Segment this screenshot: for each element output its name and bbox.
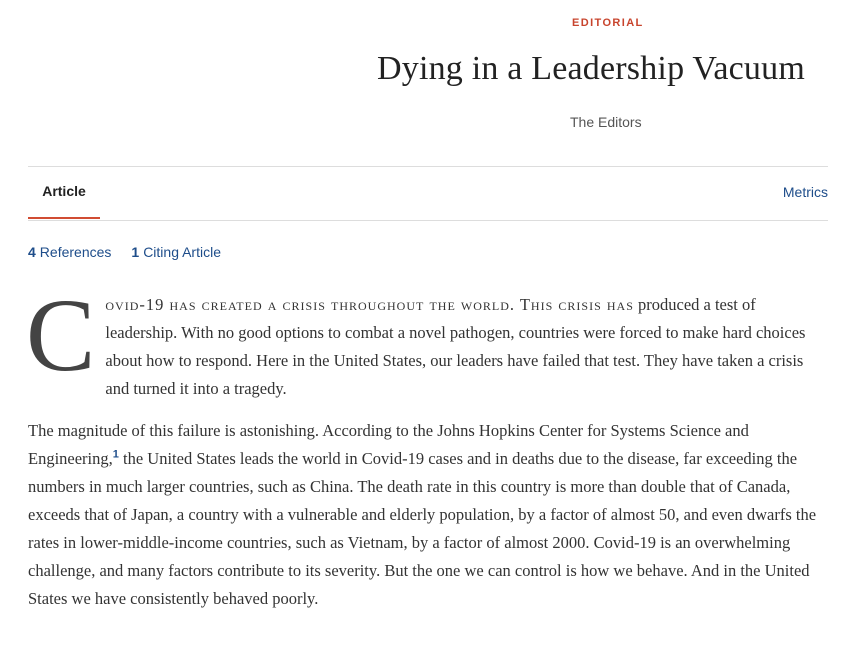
references-link[interactable] (28, 244, 111, 260)
tabs-divider (28, 220, 828, 221)
tab-metrics[interactable]: Metrics (782, 184, 828, 200)
citing-articles-link[interactable] (131, 244, 221, 260)
article-author[interactable]: The Editors (570, 114, 642, 130)
tab-article-label: Article (42, 182, 86, 199)
top-divider (28, 166, 828, 167)
paragraph-1 (26, 278, 818, 403)
drop-cap: C (26, 278, 96, 393)
section-label: EDITORIAL (572, 17, 644, 29)
paragraph-1-text: produced a test of leadership. With no good options to combat a novel pathogen, countries were forced to make hard choices about how to respond. Here in the United States, our leaders have failed that test. They have taken a crisis and turned it into a tragedy. (105, 295, 806, 398)
lead-in-smallcaps: ovid-19 has created a crisis throughout the world. This crisis has (105, 295, 634, 314)
paragraph-2 (28, 417, 818, 613)
paragraph-2-text-a: The magnitude of this failure is astonishing. According to the Johns Hopkins Center for Systems Science and Engineering, (28, 421, 749, 468)
references-count: 4 (28, 244, 36, 260)
tab-article[interactable] (28, 174, 100, 219)
footnote-ref-1[interactable]: 1 (112, 448, 119, 461)
citing-count: 1 (131, 244, 140, 260)
article-links (28, 244, 221, 260)
article-body (26, 278, 818, 627)
article-title: Dying in a Leadership Vacuum (377, 50, 805, 87)
references-label: References (39, 244, 112, 260)
paragraph-2-text-b: the United States leads the world in Covid-19 cases and in deaths due to the disease, far exceeding the numbers in much larger countries, such as China. The death rate in this country is more than double that of Canada, exceeds that of Japan, a country with a vulnerable and elderly population, by a factor of almost 50, and even dwarfs the rates in lower-middle-income countries, such as Vietnam, by a factor of almost 2000. Covid-19 is an overwhelming challenge, and many factors contribute to its severity. But the one we can control is how we behave. And in the United States we have consistently behaved poorly. (28, 449, 817, 608)
citing-label: Citing Article (143, 244, 221, 260)
